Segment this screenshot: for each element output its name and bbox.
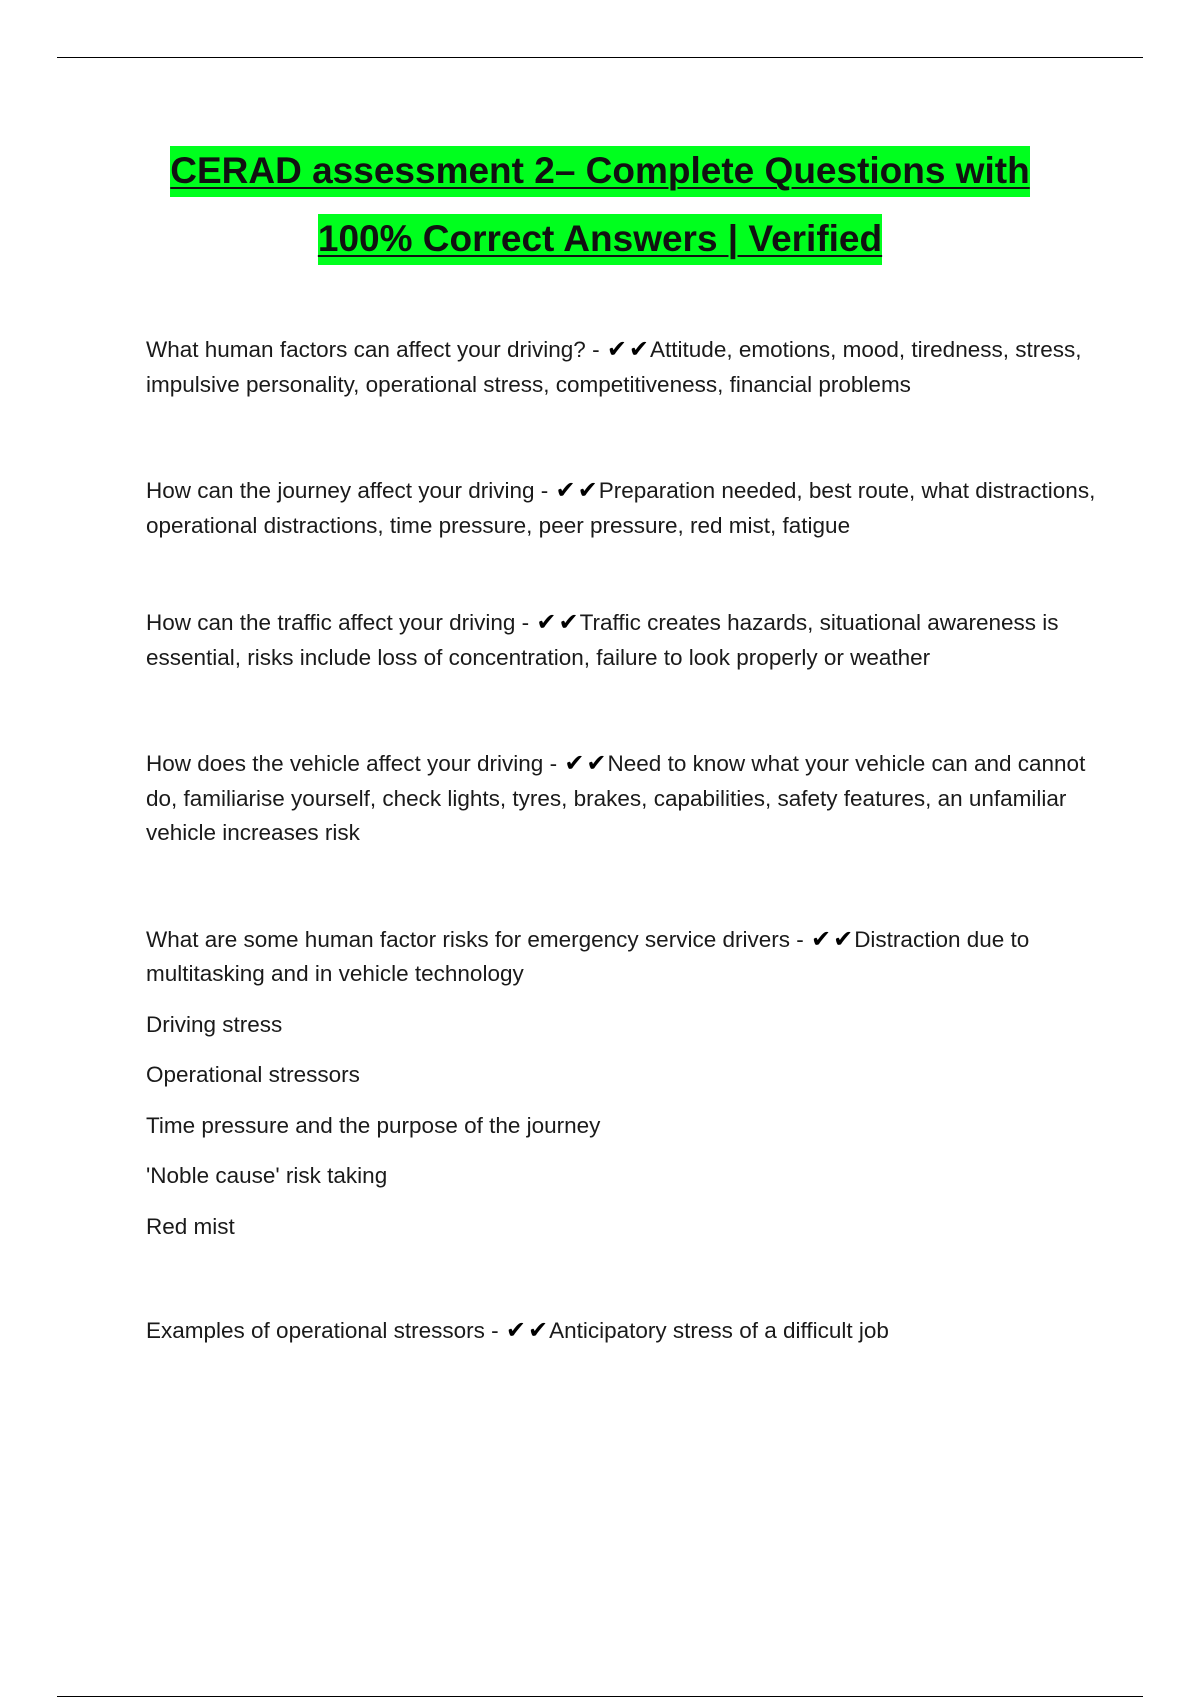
list-item: Driving stress [146,1011,283,1037]
title-text-1: CERAD assessment 2– Complete Questions with [170,146,1029,197]
qa-item-5 [146,922,1096,992]
answer-text: Distraction due to multitasking and in vehicle technology [146,926,1030,986]
separator: - [585,337,606,362]
separator: - [515,610,536,635]
qa-item-4 [146,746,1096,851]
separator: - [534,478,555,503]
question-text: How can the traffic affect your driving [146,610,516,635]
separator: - [484,1318,505,1343]
list-item: Time pressure and the purpose of the journey [146,1112,601,1138]
top-divider [57,57,1143,58]
check-icon: ✔ [555,476,576,504]
document-title [0,142,1200,278]
question-text: What are some human factor risks for emergency service drivers [146,926,790,952]
question-text: What human factors can affect your driving? [146,337,586,362]
qa-item-6 [146,1313,1096,1349]
question-text: Examples of operational stressors [146,1318,485,1343]
bottom-divider [57,1696,1143,1697]
question-text: How can the journey affect your driving [146,478,535,503]
qa-item-2 [146,473,1096,543]
check-icon: ✔ [833,924,854,953]
check-icon: ✔ [628,335,650,363]
check-icon: ✔ [528,1316,549,1344]
check-icon: ✔ [577,476,598,504]
qa-item-3 [146,605,1096,675]
answer-text: Attitude, emotions, mood, tiredness, stress, impulsive personality, operational stress, competitiveness, financial problems [146,337,1082,397]
check-icon: ✔ [505,1316,527,1344]
separator: - [789,926,810,952]
list-item: 'Noble cause' risk taking [146,1163,388,1188]
qa-item-1 [146,332,1096,402]
check-icon: ✔ [810,924,832,953]
separator: - [543,751,564,776]
answer-text: Need to know what your vehicle can and cannot do, familiarise yourself, check lights, tyres, brakes, capabilities, safety features, an unfamiliar vehicle increases risk [146,751,1086,845]
title-text-2: 100% Correct Answers | Verified [318,214,882,265]
check-icon: ✔ [564,749,585,777]
title-line-1 [0,142,1200,208]
document-body [146,332,1096,1349]
answer-text: Anticipatory stress of a difficult job [549,1318,889,1343]
check-icon: ✔ [558,608,579,636]
title-line-2 [0,210,1200,276]
list-item: Red mist [146,1213,235,1239]
list-item: Operational stressors [146,1062,360,1087]
check-icon: ✔ [606,335,627,363]
answer-text: Preparation needed, best route, what distractions, operational distractions, time pressure, peer pressure, red mist, fatigue [146,478,1096,538]
check-icon: ✔ [536,608,557,636]
answer-text: Traffic creates hazards, situational awareness is essential, risks include loss of concentration, failure to look properly or weather [146,610,1059,670]
check-icon: ✔ [586,749,607,777]
question-text: How does the vehicle affect your driving [146,751,544,776]
